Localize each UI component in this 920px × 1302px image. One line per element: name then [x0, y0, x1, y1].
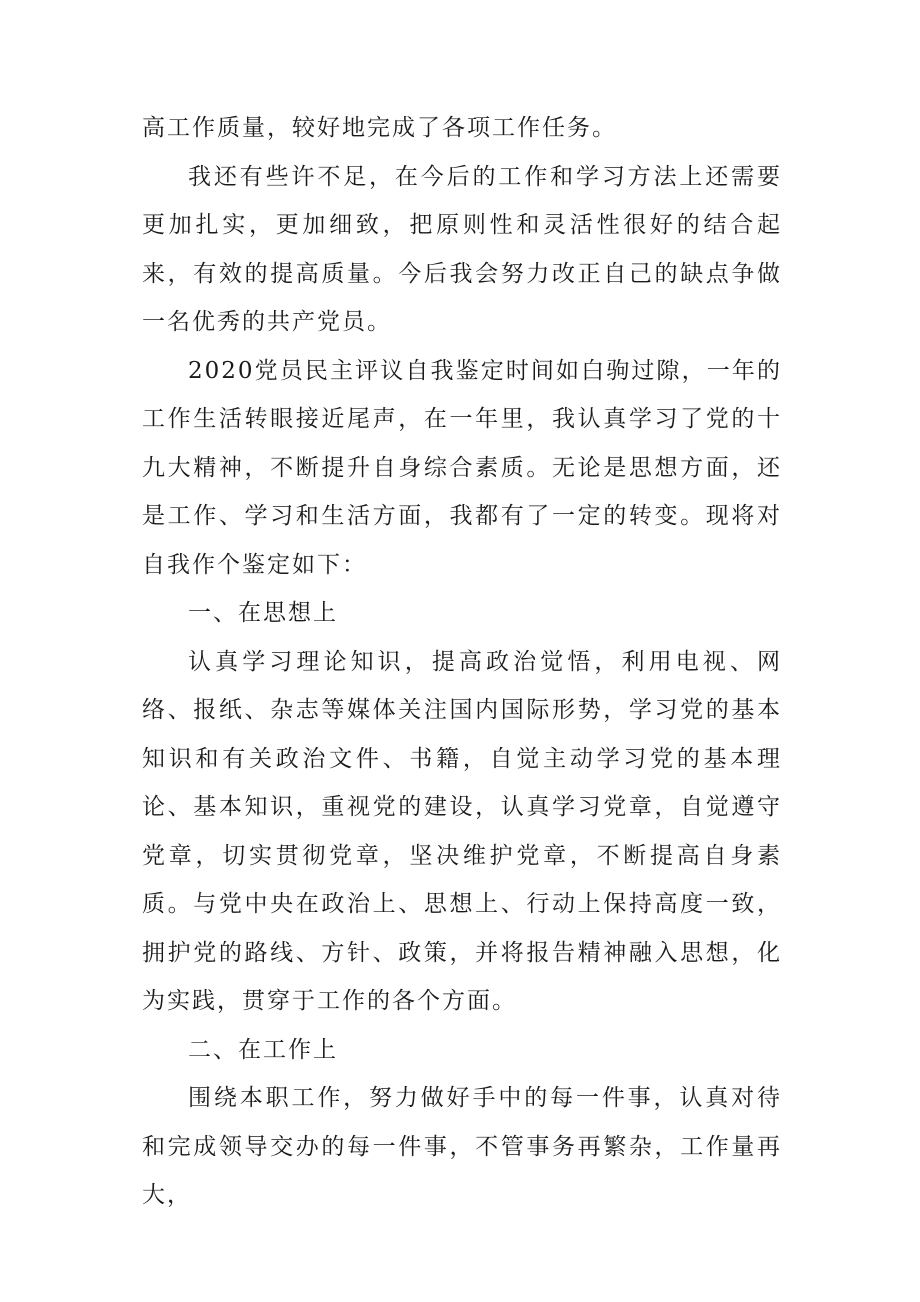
paragraph-introduction: 2020党员民主评议自我鉴定时间如白驹过隙，一年的工作生活转眼接近尾声，在一年里，我认真学习了党的十九大精神，不断提升自身综合素质。无论是思想方面，还是工作、学习和生活方面，我都有了一定的转变。现将对自我作个鉴定如下：: [142, 357, 782, 578]
paragraph-thought: 认真学习理论知识，提高政治觉悟，利用电视、网络、报纸、杂志等媒体关注国内国际形势，学习党的基本知识和有关政治文件、书籍，自觉主动学习党的基本理论、基本知识，重视党的建设，认真学习党章，自觉遵守党章，切实贯彻党章，坚决维护党章，不断提高自身素质。与党中央在政治上、思想上、行动上保持高度一致，拥护党的路线、方针、政策，并将报告精神融入思想，化为实践，贯穿于工作的各个方面。: [142, 648, 782, 1014]
section-heading-work: 二、在工作上: [188, 1036, 338, 1063]
paragraph-shortcomings: 我还有些许不足，在今后的工作和学习方法上还需要更加扎实，更加细致，把原则性和灵活性很好的结合起来，有效的提高质量。今后我会努力改正自己的缺点争做一名优秀的共产党员。: [142, 163, 782, 335]
document-body: [142, 104, 782, 1220]
paragraph-work: 围绕本职工作，努力做好手中的每一件事，认真对待和完成领导交办的每一件事，不管事务再繁杂，工作量再大，: [142, 1085, 782, 1208]
paragraph-continuation: 高工作质量，较好地完成了各项工作任务。: [142, 115, 617, 141]
section-heading-thought: 一、在思想上: [188, 600, 338, 626]
